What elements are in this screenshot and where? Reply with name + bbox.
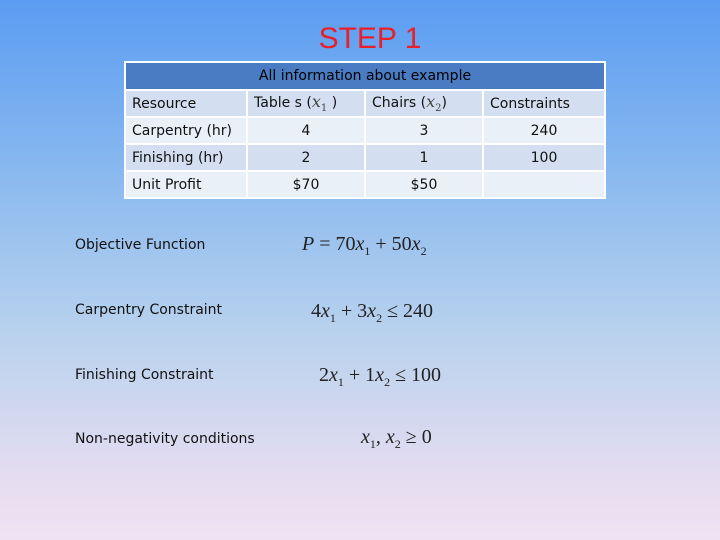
row-label: Finishing (hr) (126, 145, 246, 170)
column-resource: Resource (126, 91, 246, 116)
row-tables-value: 2 (248, 145, 364, 170)
column-constraints: Constraints (484, 91, 604, 116)
table-header-row (126, 63, 604, 89)
column-header-row (126, 91, 604, 116)
row-chairs-value: 3 (366, 118, 482, 143)
finishing-equation: $2x_1 + 1x_2 \le 100$ (319, 364, 442, 389)
row-chairs-value: 1 (366, 145, 482, 170)
column-chairs (366, 91, 482, 116)
table-row (126, 118, 604, 143)
nonnegativity-label: Non-negativity conditions (75, 431, 255, 447)
row-label: Unit Profit (126, 172, 246, 197)
carpentry-constraint-label: Carpentry Constraint (75, 302, 223, 318)
table-header: All information about example (126, 63, 604, 89)
row-constraint-value (484, 172, 604, 197)
column-tables (248, 91, 364, 116)
column-tables-prefix: Table s ( (254, 95, 312, 112)
table-row (126, 172, 604, 197)
objective-function-label: Objective Function (75, 237, 206, 253)
column-chairs-prefix: Chairs ( (372, 95, 427, 112)
column-tables-suffix: ) (327, 95, 338, 112)
column-tables-var: $x_1$ (311, 92, 328, 115)
carpentry-equation: $4x_1 + 3x_2 \le 240$ (311, 300, 434, 325)
column-chairs-var: $x_2$ (426, 92, 442, 115)
info-table (124, 61, 606, 199)
column-chairs-suffix: ) (441, 95, 447, 112)
row-tables-value: $70 (248, 172, 364, 197)
slide-title: STEP 1 (318, 22, 422, 55)
objective-equation: $P = 70x_1 + 50x_2$ (302, 233, 427, 258)
row-constraint-value: 240 (484, 118, 604, 143)
nonnegativity-equation: $x_1$, $x_2 \ge 0$ (361, 426, 432, 451)
table-row (126, 145, 604, 170)
row-chairs-value: $50 (366, 172, 482, 197)
row-tables-value: 4 (248, 118, 364, 143)
finishing-constraint-label: Finishing Constraint (75, 367, 214, 383)
row-label: Carpentry (hr) (126, 118, 246, 143)
row-constraint-value: 100 (484, 145, 604, 170)
